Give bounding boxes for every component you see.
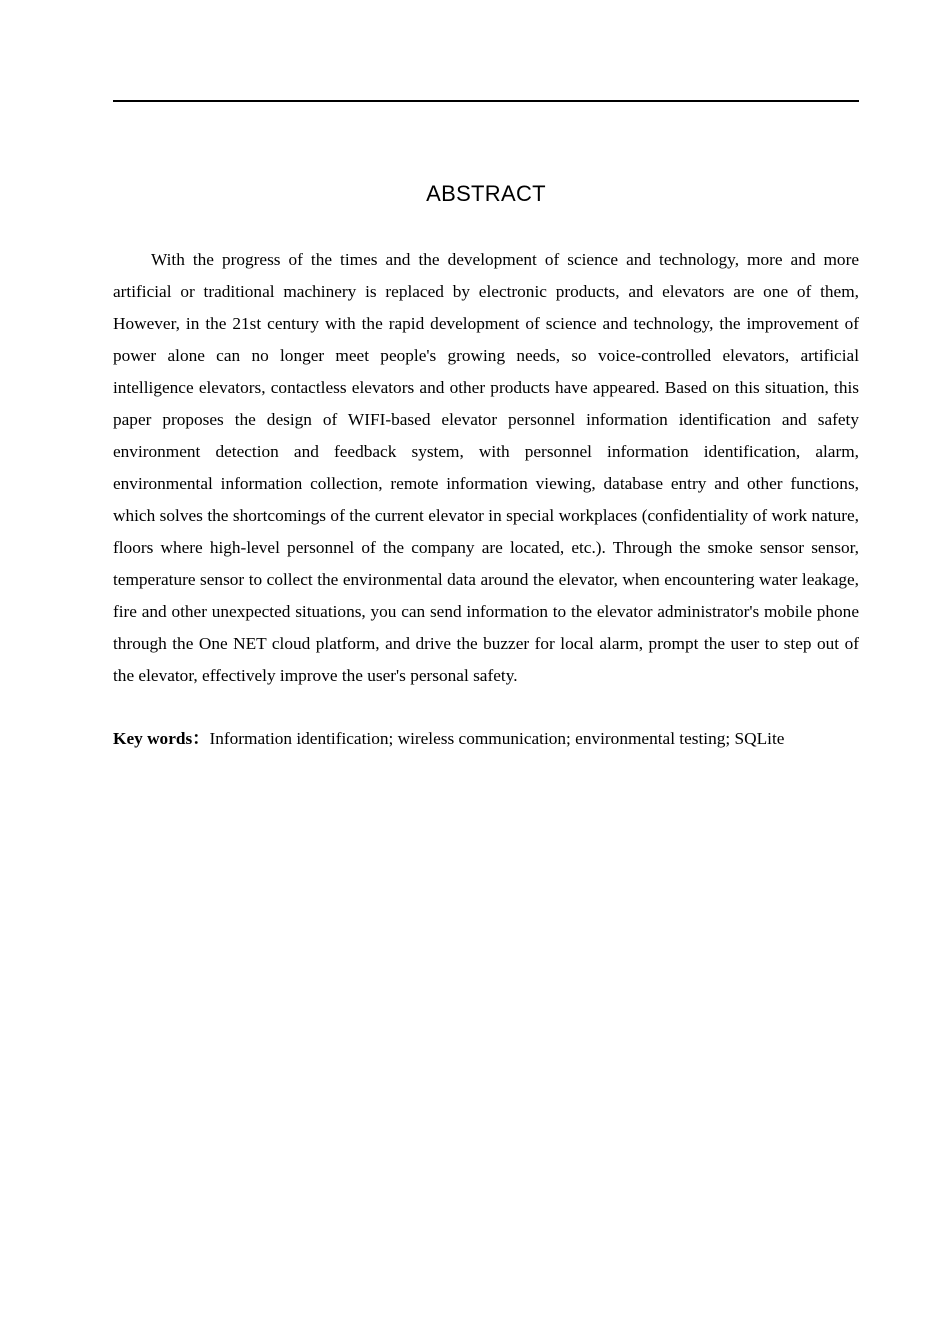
abstract-body: With the progress of the times and the development of science and technology, more and more artificial or traditional machinery is replaced by electronic products, and elevators are one of them, However, in the 21st century with the rapid development of science and technology, the improvement of power alone can no longer meet people's growing needs, so voice-controlled elevators, artificial intelligence elevators, contactless elevators and other products have appeared. Based on this situation, this paper proposes the design of WIFI-based elevator personnel information identification and safety environment detection and feedback system, with personnel information identification, alarm, environmental information collection, remote information viewing, database entry and other functions, which solves the shortcomings of the current elevator in special workplaces (confidentiality of work nature, floors where high-level personnel of the company are located, etc.). Through the smoke sensor sensor, temperature sensor to collect the environmental data around the elevator, when encountering water leakage, fire and other unexpected situations, you can send information to the elevator administrator's mobile phone through the One NET cloud platform, and drive the buzzer for local alarm, prompt the user to step out of the elevator, effectively improve the user's personal safety. [113, 250, 859, 685]
keywords-label: Key words： [113, 729, 210, 748]
keywords-text: Information identification; wireless communication; environmental testing; SQLite [209, 729, 785, 748]
keywords-line [113, 723, 873, 755]
header-rule [113, 100, 859, 102]
abstract-title: ABSTRACT [426, 181, 546, 206]
